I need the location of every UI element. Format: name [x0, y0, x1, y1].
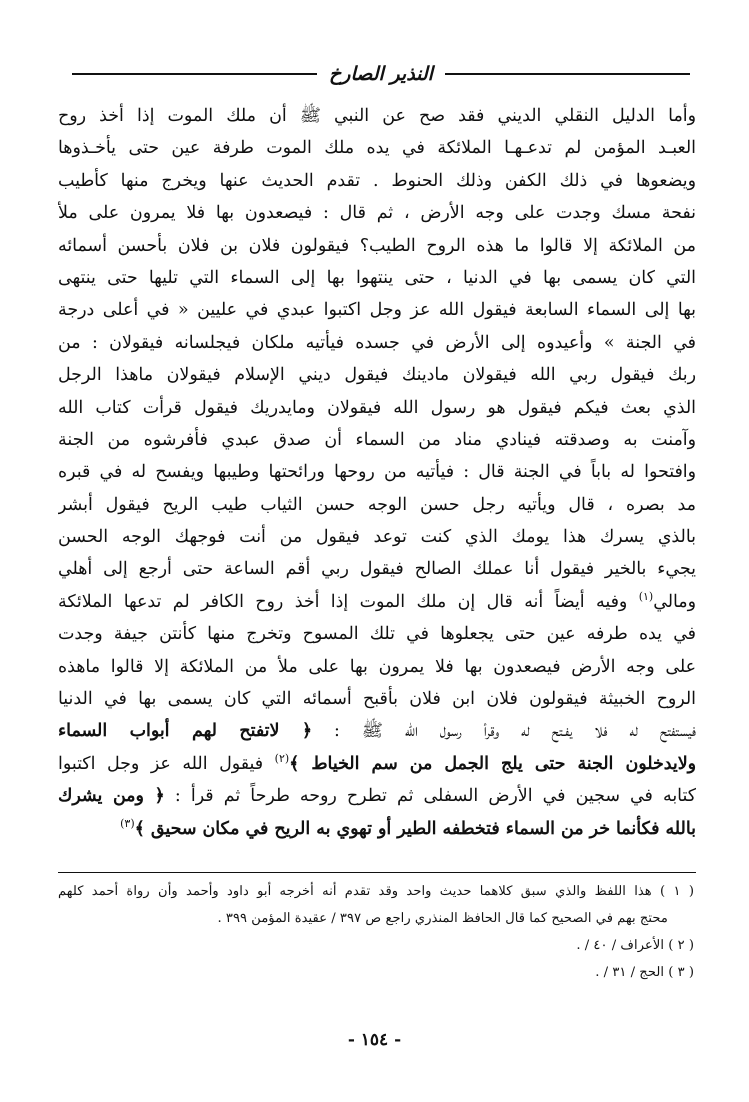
- text-line: في الجنة » وأعيدوه إلى الأرض في جسده فيأتيه ملكان فيجلسانه فيقولان : من: [58, 332, 696, 353]
- text-line: من الملائكة إلا قالوا ما هذه الروح الطيب؟ فيقولون فلان بن فلان بأحسن أسمائه: [58, 235, 696, 256]
- text-line: بالذي يسرك هذا يومك الذي كنت توعد فيقول من أنت فوجهك الوجه الحسن: [58, 527, 696, 548]
- text-line: [58, 715, 696, 747]
- main-text: [58, 100, 696, 845]
- header-rule-right: [445, 73, 690, 75]
- text-fragment: فيقول الله عز وجل اكتبوا: [58, 753, 264, 774]
- text-line: [58, 748, 696, 780]
- text-fragment: كتابه في سجين في الأرض السفلى ثم تطرح روحه طرحاً ثم قرأ :: [174, 786, 696, 807]
- text-line: ويضعوها في ذلك الكفن وذلك الحنوط . تقدم الحديث عنها ويخرج منها كأطيب: [58, 170, 696, 191]
- footnote-1-continued: محتج بهم في الصحيح كما قال الحافظ المنذري راجع ص ٣٩٧ / عقيدة المؤمن ٣٩٩ .: [217, 911, 668, 926]
- text-line: الذي بعث فيكم فيقول هو رسول الله فيقولان ومايدريك فيقول قرأت كتاب الله: [58, 397, 696, 418]
- text-line: بها إلى السماء السابعة فيقول الله عز وجل اكتبوا عبدي في عليين « في أعلى درجة: [58, 300, 696, 321]
- footnotes: [58, 878, 694, 986]
- quran-verse: بالله فكأنما خر من السماء فتخطفه الطير أو تهوي به الريح في مكان سحيق ﴾: [134, 818, 696, 839]
- text-line: على وجه الأرض فيصعدون بها فلا يمرون بها على ملأ من الملائكة إلا قالوا ماهذه: [58, 656, 696, 677]
- footnote-marker: (٢): [274, 752, 290, 766]
- text-fragment: وفيه أيضاً أنه قال إن ملك الموت إذا أخذ روح الكافر لم تدعها الملائكة: [58, 591, 628, 612]
- text-line: يجيء بالخير فيقول أنا عملك الصالح فيقول ربي أقم الساعة حتى أرجع إلى أهلي: [58, 559, 696, 580]
- running-header: [72, 58, 690, 90]
- text-line: وأما الدليل النقلي الديني فقد صح عن النبي ﷺ أن ملك الموت إذا أخذ روح: [58, 106, 696, 126]
- quran-verse: ولايدخلون الجنة حتى يلج الجمل من سم الخياط ﴾: [289, 753, 696, 774]
- text-fragment: فيستفتح له فلا يفـتح له وقرأ رسول الله ﷺ :: [334, 721, 696, 742]
- page-number: - ١٥٤ -: [347, 1030, 402, 1050]
- footnote-2: ( ٢ ) الأعراف / ٤٠ / .: [576, 938, 694, 953]
- text-line: وآمنت به وصدقته فينادي مناد من السماء أن صدق عبدي فأفرشوه من الجنة: [58, 429, 696, 450]
- text-line: ربك فيقول ربي الله فيقولان مادينك فيقول ديني الإسلام فيقولان ماهذا الرجل: [58, 365, 696, 386]
- text-line: الروح الخبيثة فيقولون فلان ابن فلان بأقبح أسمائه التي كان يسمى بها في الدنيا: [58, 689, 696, 710]
- text-line: في يده طرفه عين حتى يجعلوها في تلك المسوح وتخرج منها كأنتن جيفة وجدت: [58, 624, 696, 645]
- footnote-3: ( ٣ ) الحج / ٣١ / .: [595, 965, 694, 980]
- header-rule-left: [72, 73, 317, 75]
- footnote-divider: [58, 872, 696, 873]
- text-line: [58, 586, 696, 618]
- text-line: [58, 780, 696, 812]
- text-line: العبـد المؤمن لم تدعـهـا الملائكة في يده ملك الموت طرفة عين حتى يأخـذوها: [58, 138, 696, 159]
- text-fragment: ومالي: [653, 591, 696, 612]
- footnote-1: ( ١ ) هذا اللفظ والذي سبق كلاهما حديث واحد وقد تقدم أنه أخرجه أبو داود وأحمد وأن رواة أحمد كلهم: [58, 884, 694, 899]
- footnote-marker: (١): [638, 590, 654, 604]
- text-line: التي كان يسمى بها في الدنيا ، حتى ينتهوا بها إلى السماء التي تليها حتى ينتهى: [58, 267, 696, 288]
- text-line: مد بصره ، قال ويأتيه رجل حسن الوجه حسن الثياب طيب الريح فيقول أبشر: [58, 494, 696, 515]
- text-line: [58, 813, 696, 845]
- quran-verse: ﴿ ومن يشرك: [58, 786, 165, 807]
- text-line: وافتحوا له باباً في الجنة قال : فيأتيه من روحها ورائحتها وطيبها ويفسح له في قبره: [58, 462, 696, 483]
- book-title: النذير الصارخ: [329, 63, 433, 85]
- quran-verse: ﴿ لاتفتح لهم أبواب السماء: [58, 721, 313, 742]
- text-line: نفحة مسك وجدت على وجه الأرض ، ثم قال : فيصعدون بها فلا يمرون على ملأ: [58, 203, 696, 224]
- footnote-marker: (٣): [120, 816, 135, 830]
